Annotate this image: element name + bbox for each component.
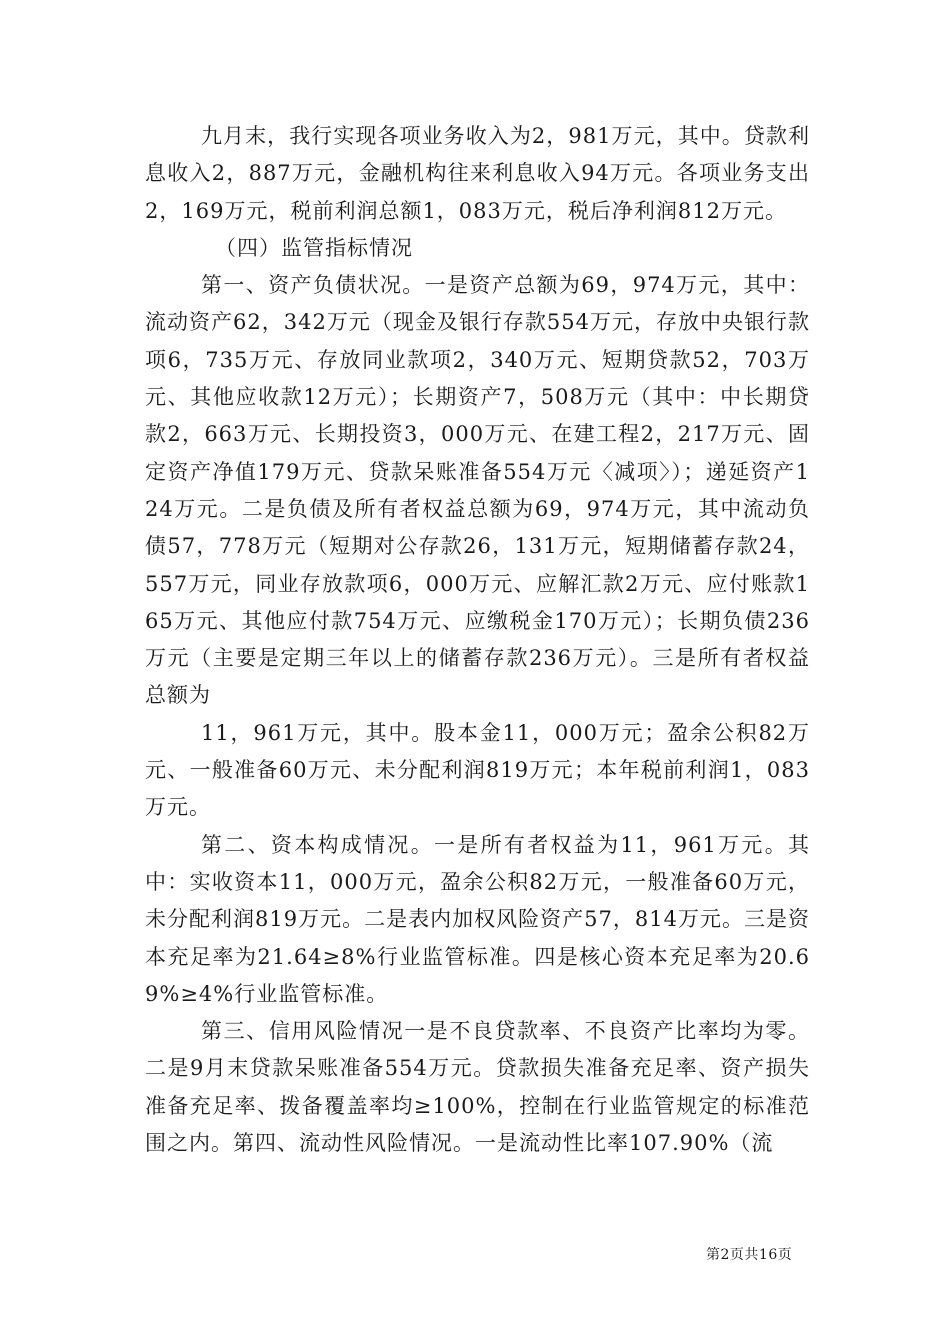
page-number: 第2页共16页: [706, 1247, 793, 1263]
document-body: [145, 118, 810, 1162]
paragraph-income: 九月末，我行实现各项业务收入为2，981万元，其中。贷款利息收入2，887万元，金融机构往来利息收入94万元。各项业务支出2，169万元，税前利润总额1，083万元，税后净利润812万元。: [145, 124, 810, 223]
section-heading-supervision-indicators: （四）监管指标情况: [215, 235, 413, 260]
paragraph-owner-equity: 11，961万元，其中。股本金11，000万元；盈余公积82万元、一般准备60万元、未分配利润819万元；本年税前利润1，083万元。: [145, 720, 810, 820]
paragraph-assets-liabilities: 第一、资产负债状况。一是资产总额为69，974万元，其中：流动资产62，342万元（现金及银行存款554万元，存放中央银行款项6，735万元、存放同业款项2，340万元、短期贷款52，703万元、其他应收款12万元）；长期资产7，508万元（其中：中长期贷款2，663万元、长期投资3，000万元、在建工程2，217万元、固定资产净值179万元、贷款呆账准备554万元〈减项〉）；递延资产124万元。二是负债及所有者权益总额为69，974万元，其中流动负债57，778万元（短期对公存款26，131万元，短期储蓄存款24，557万元，同业存放款项6，000万元、应解汇款2万元、应付账款165万元、其他应付款754万元、应缴税金170万元）；长期负债236万元（主要是定期三年以上的储蓄存款236万元）。三是所有者权益总额为: [145, 273, 810, 708]
paragraph-capital-structure: 第二、资本构成情况。一是所有者权益为11，961万元。其中：实收资本11，000万元，盈余公积82万元，一般准备60万元，未分配利润819万元。二是表内加权风险资产57，814万元。三是资本充足率为21.64≥8%行业监管标准。四是核心资本充足率为20.69%≥4%行业监管标准。: [145, 832, 810, 1006]
paragraph-credit-risk: 第三、信用风险情况一是不良贷款率、不良资产比率均为零。二是9月末贷款呆账准备554万元。贷款损失准备充足率、资产损失准备充足率、拨备覆盖率均≥100%，控制在行业监管规定的标准范围之内。第四、流动性风险情况。一是流动性比率107.90%（流: [145, 1019, 810, 1156]
